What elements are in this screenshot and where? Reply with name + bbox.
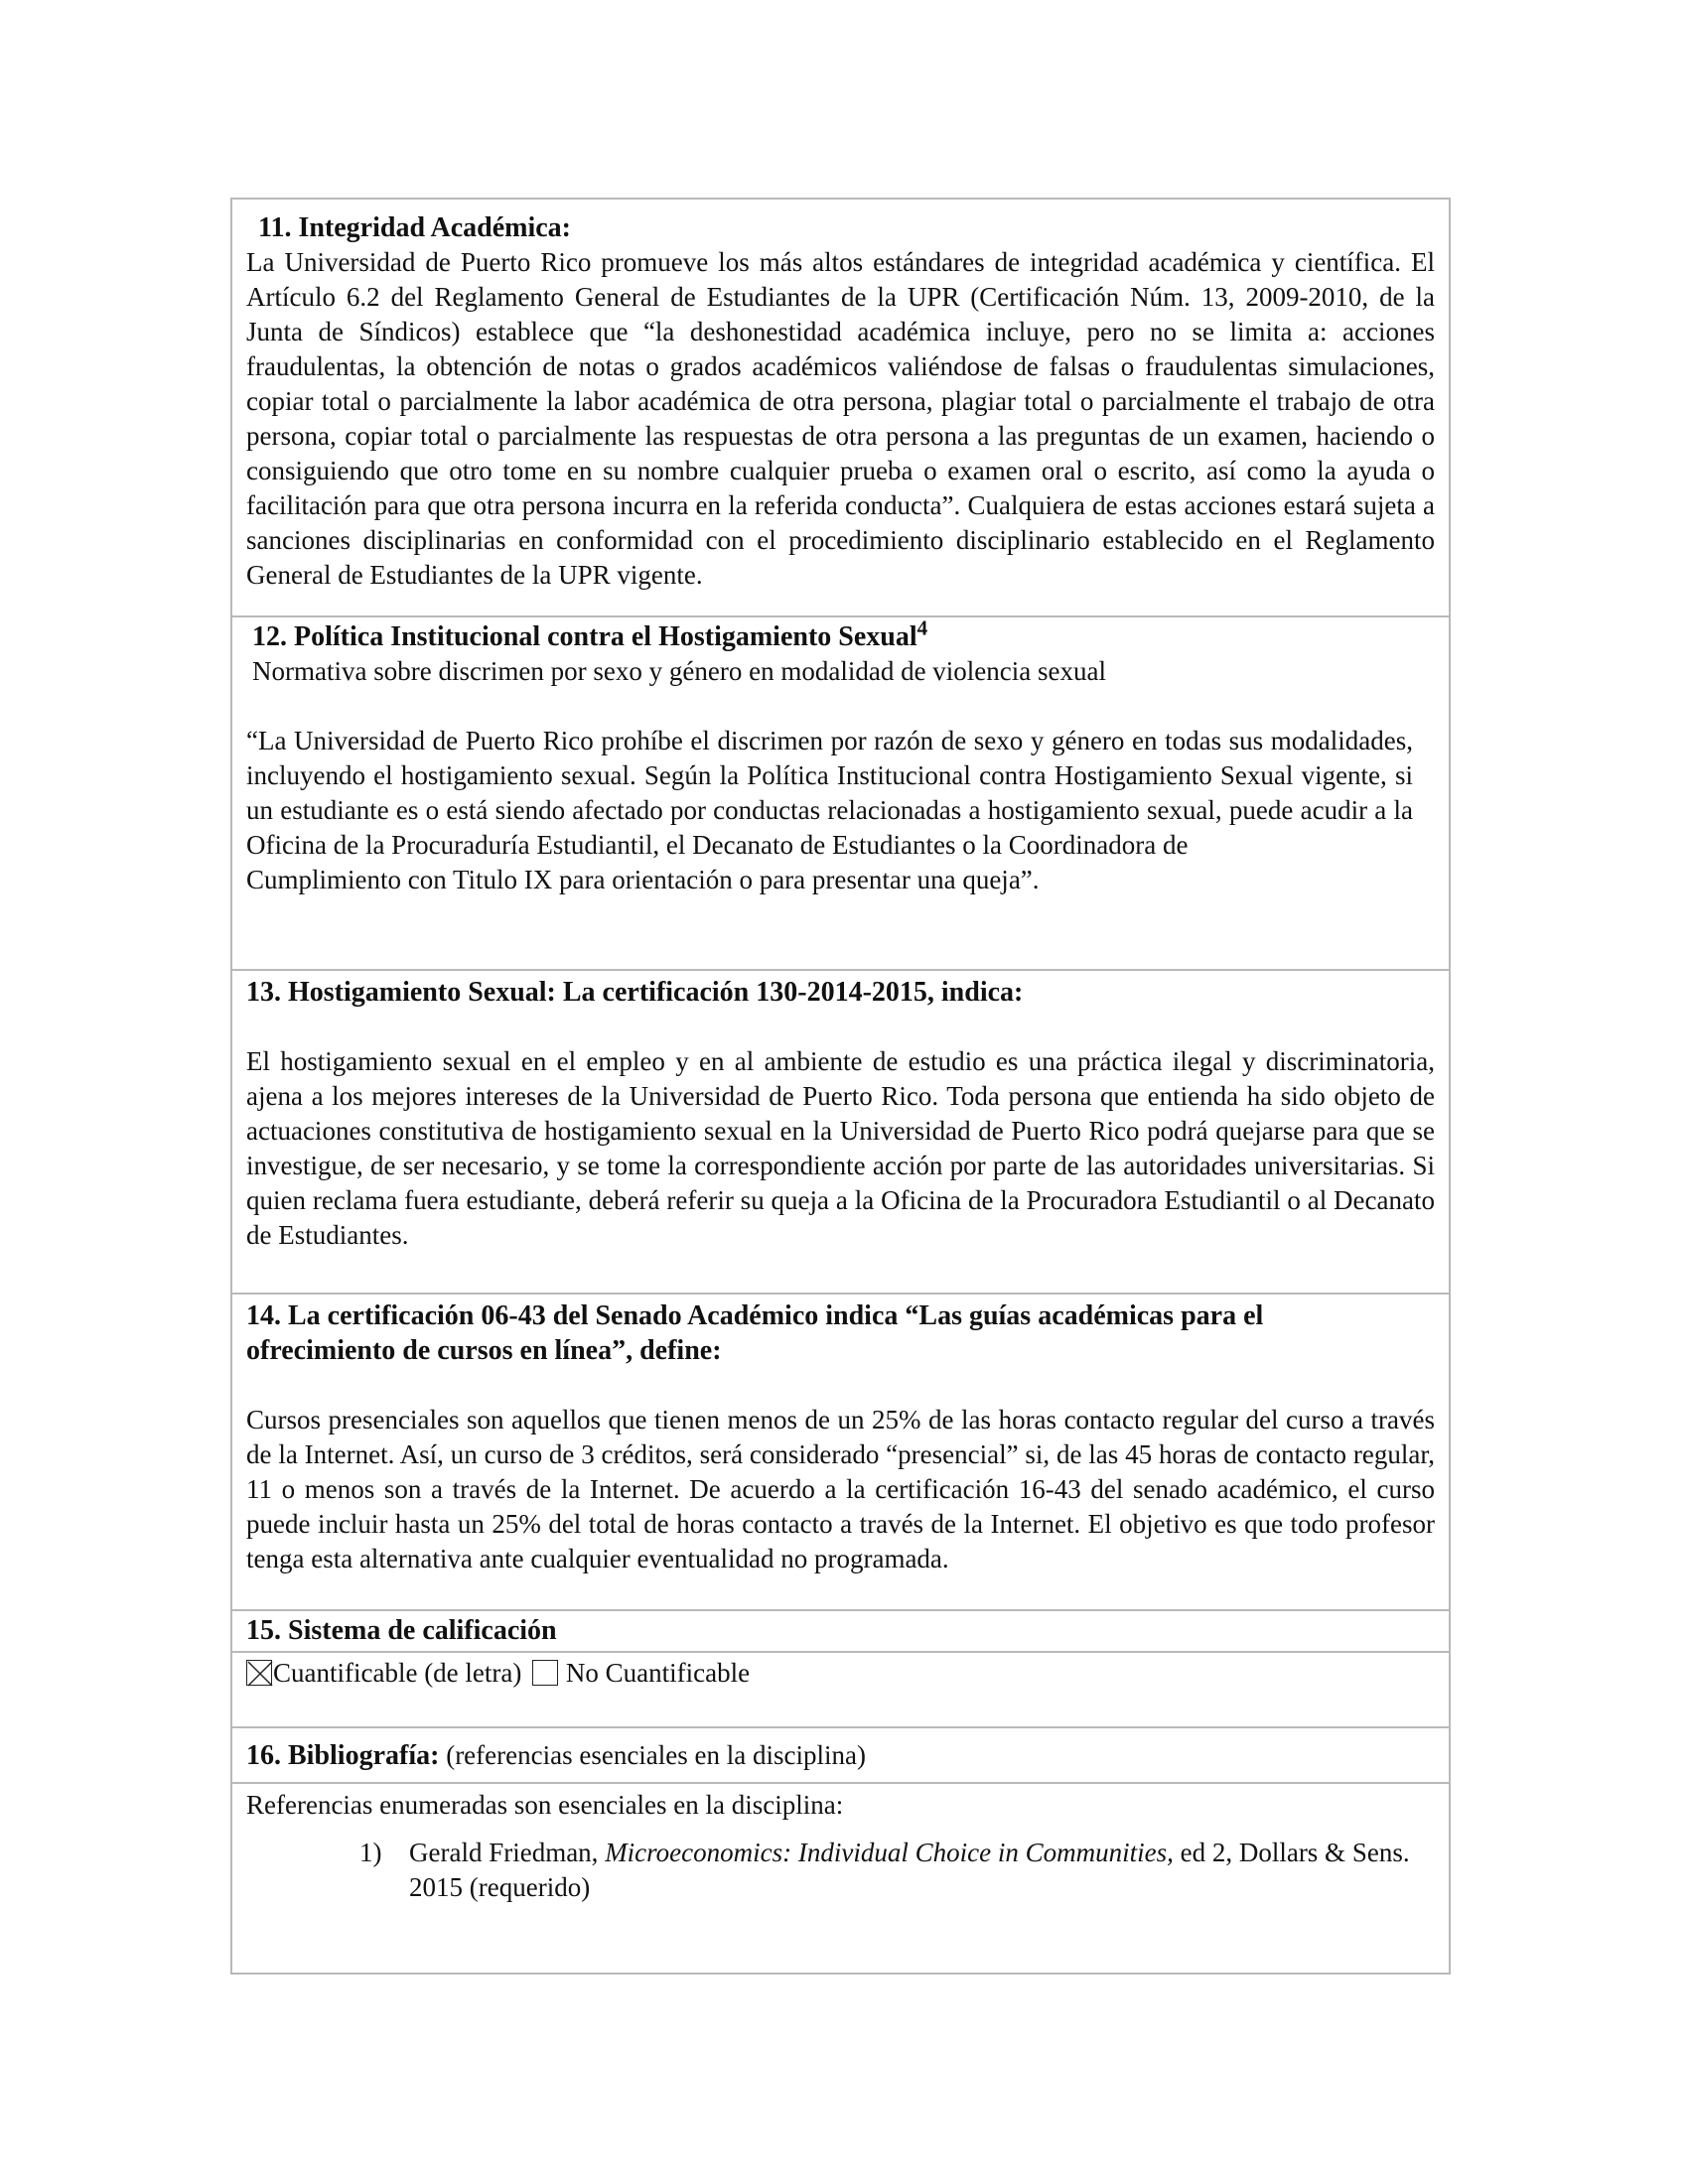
- reference-item: [359, 1836, 1435, 1905]
- section-16-heading: 16. Bibliografía: (referencias esenciales en la disciplina): [246, 1740, 866, 1771]
- section-16-header: [232, 1726, 1449, 1782]
- reference-title: Microeconomics: Individual Choice in Communities,: [605, 1838, 1174, 1867]
- section-11: [232, 200, 1449, 615]
- section-12-body: “La Universidad de Puerto Rico prohíbe el discrimen por razón de sexo y género en todas sus modalidades, incluyendo el hostigamiento sexual. Según la Política Institucional contra Hostigamiento Sexual vigente, si un estudiante es o está siendo afectado por conductas relacionadas a hostigamiento sexual, puede acudir a la Oficina de la Procuraduría Estudiantil, el Decanato de Estudiantes o la Coordinadora de: [246, 726, 1413, 860]
- reference-number: 1): [359, 1838, 382, 1867]
- option-no-cuantificable-label: No Cuantificable: [565, 1658, 751, 1688]
- section-15-options: [232, 1651, 1449, 1726]
- section-12-subtitle: Normativa sobre discrimen por sexo y género en modalidad de violencia sexual: [252, 656, 1106, 686]
- section-14: [232, 1293, 1449, 1609]
- reference-text: Gerald Friedman, Microeconomics: Individual Choice in Communities, ed 2, Dollars & Sens. 2015 (requerido): [409, 1838, 1410, 1902]
- grading-options: [246, 1656, 1435, 1691]
- syllabus-table: [230, 198, 1451, 1975]
- option-cuantificable-label: Cuantificable (de letra): [273, 1658, 522, 1688]
- section-14-heading: 14. La certificación 06-43 del Senado Académico indica “Las guías académicas para el ofrecimiento de cursos en línea”, define:: [246, 1300, 1264, 1366]
- checked-box-icon[interactable]: [246, 1660, 272, 1686]
- section-13-heading: 13. Hostigamiento Sexual: La certificación 130-2014-2015, indica:: [246, 977, 1024, 1008]
- section-15-header: [232, 1609, 1449, 1651]
- footnote-marker: 4: [916, 615, 928, 640]
- section-12-heading: 12. Política Institucional contra el Hostigamiento Sexual$^4$: [252, 615, 928, 652]
- section-15-heading: 15. Sistema de calificación: [246, 1615, 557, 1646]
- section-16-intro: Referencias enumeradas son esenciales en la disciplina:: [246, 1790, 844, 1820]
- section-11-body: La Universidad de Puerto Rico promueve los más altos estándares de integridad académica y científica. El Artículo 6.2 del Reglamento General de Estudiantes de la UPR (Certificación Núm. 13, 2009-2010, de la Junta de Síndicos) establece que “la deshonestidad académica incluye, pero no se limita a: acciones fraudulentas, la obtención de notas o grados académicos valiéndose de falsas o fraudulentas simulaciones, copiar total o parcialmente la labor académica de otra persona, plagiar total o parcialmente el trabajo de otra persona, copiar total o parcialmente las respuestas de otra persona a las preguntas de un examen, haciendo o consiguiendo que otro tome en su nombre cualquier prueba o examen oral o escrito, así como la ayuda o facilitación para que otra persona incurra en la referida conducta”. Cualquiera de estas acciones estará sujeta a sanciones disciplinarias en conformidad con el procedimiento disciplinario establecido en el Reglamento General de Estudiantes de la UPR vigente.: [246, 247, 1435, 590]
- section-13: [232, 969, 1449, 1293]
- section-14-body: Cursos presenciales son aquellos que tienen menos de un 25% de las horas contacto regular del curso a través de la Internet. Así, un curso de 3 créditos, será considerado “presencial” si, de las 45 horas de contacto regular, 11 o menos son a través de la Internet. De acuerdo a la certificación 16-43 del senado académico, el curso puede incluir hasta un 25% del total de horas contacto a través de la Internet. El objetivo es que todo profesor tenga esta alternativa ante cualquier eventualidad no programada.: [246, 1405, 1435, 1573]
- section-12: [232, 615, 1449, 969]
- section-13-body: El hostigamiento sexual en el empleo y en al ambiente de estudio es una práctica ilegal y discriminatoria, ajena a los mejores intereses de la Universidad de Puerto Rico. Toda persona que entienda ha sido objeto de actuaciones constitutiva de hostigamiento sexual en la Universidad de Puerto Rico podrá quejarse para que se investigue, de ser necesario, y se tome la correspondiente acción por parte de las autoridades universitarias. Si quien reclama fuera estudiante, deberá referir su queja a la Oficina de la Procuradora Estudiantil o al Decanato de Estudiantes.: [246, 1046, 1435, 1250]
- section-11-heading: 11. Integridad Académica:: [258, 212, 571, 243]
- section-12-body-last: Cumplimiento con Titulo IX para orientación o para presentar una queja”.: [246, 865, 1040, 894]
- section-16-body: [232, 1782, 1449, 1973]
- unchecked-box-icon[interactable]: [532, 1660, 558, 1686]
